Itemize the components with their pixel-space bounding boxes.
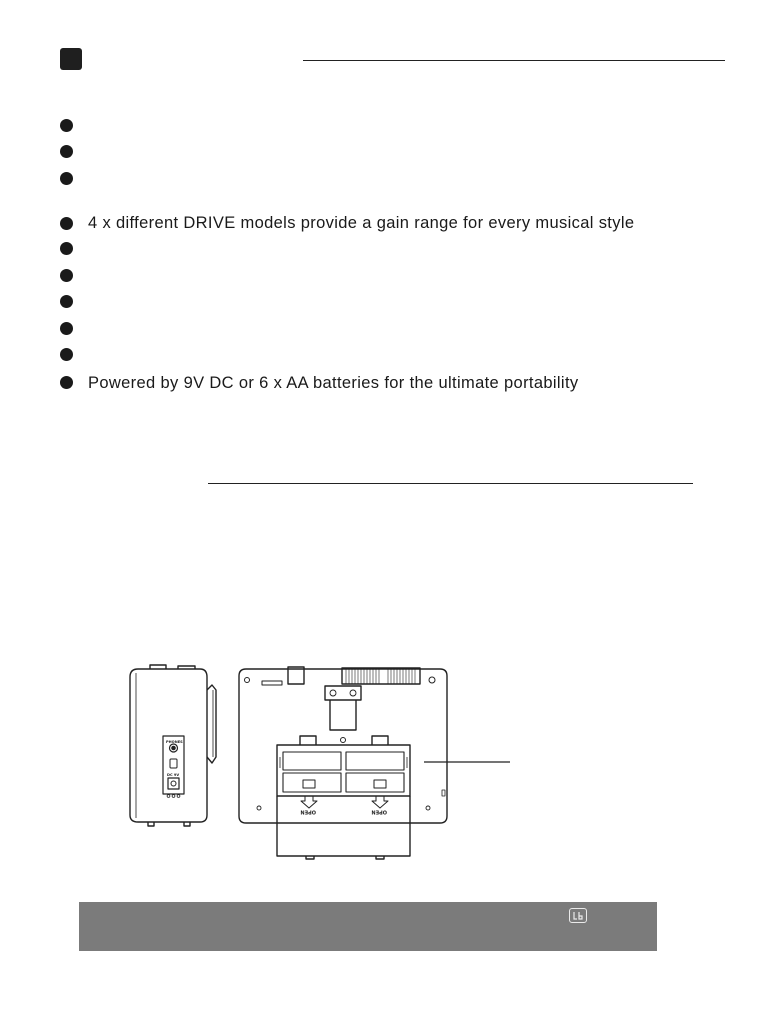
phones-jack-label: PHONES <box>166 740 183 744</box>
open-label-right: OPEN <box>371 808 387 815</box>
drive-mode-icon <box>569 908 587 923</box>
open-label-left: OPEN <box>300 808 316 815</box>
side-view <box>130 665 216 826</box>
feature-item: Powered by 9V DC or 6 x AA batteries for the ultimate portability <box>88 374 579 392</box>
back-view <box>239 667 447 859</box>
dc-jack-label: DC 9V <box>167 773 180 777</box>
feature-item: 4 x different DRIVE models provide a gain range for every musical style <box>88 214 635 232</box>
